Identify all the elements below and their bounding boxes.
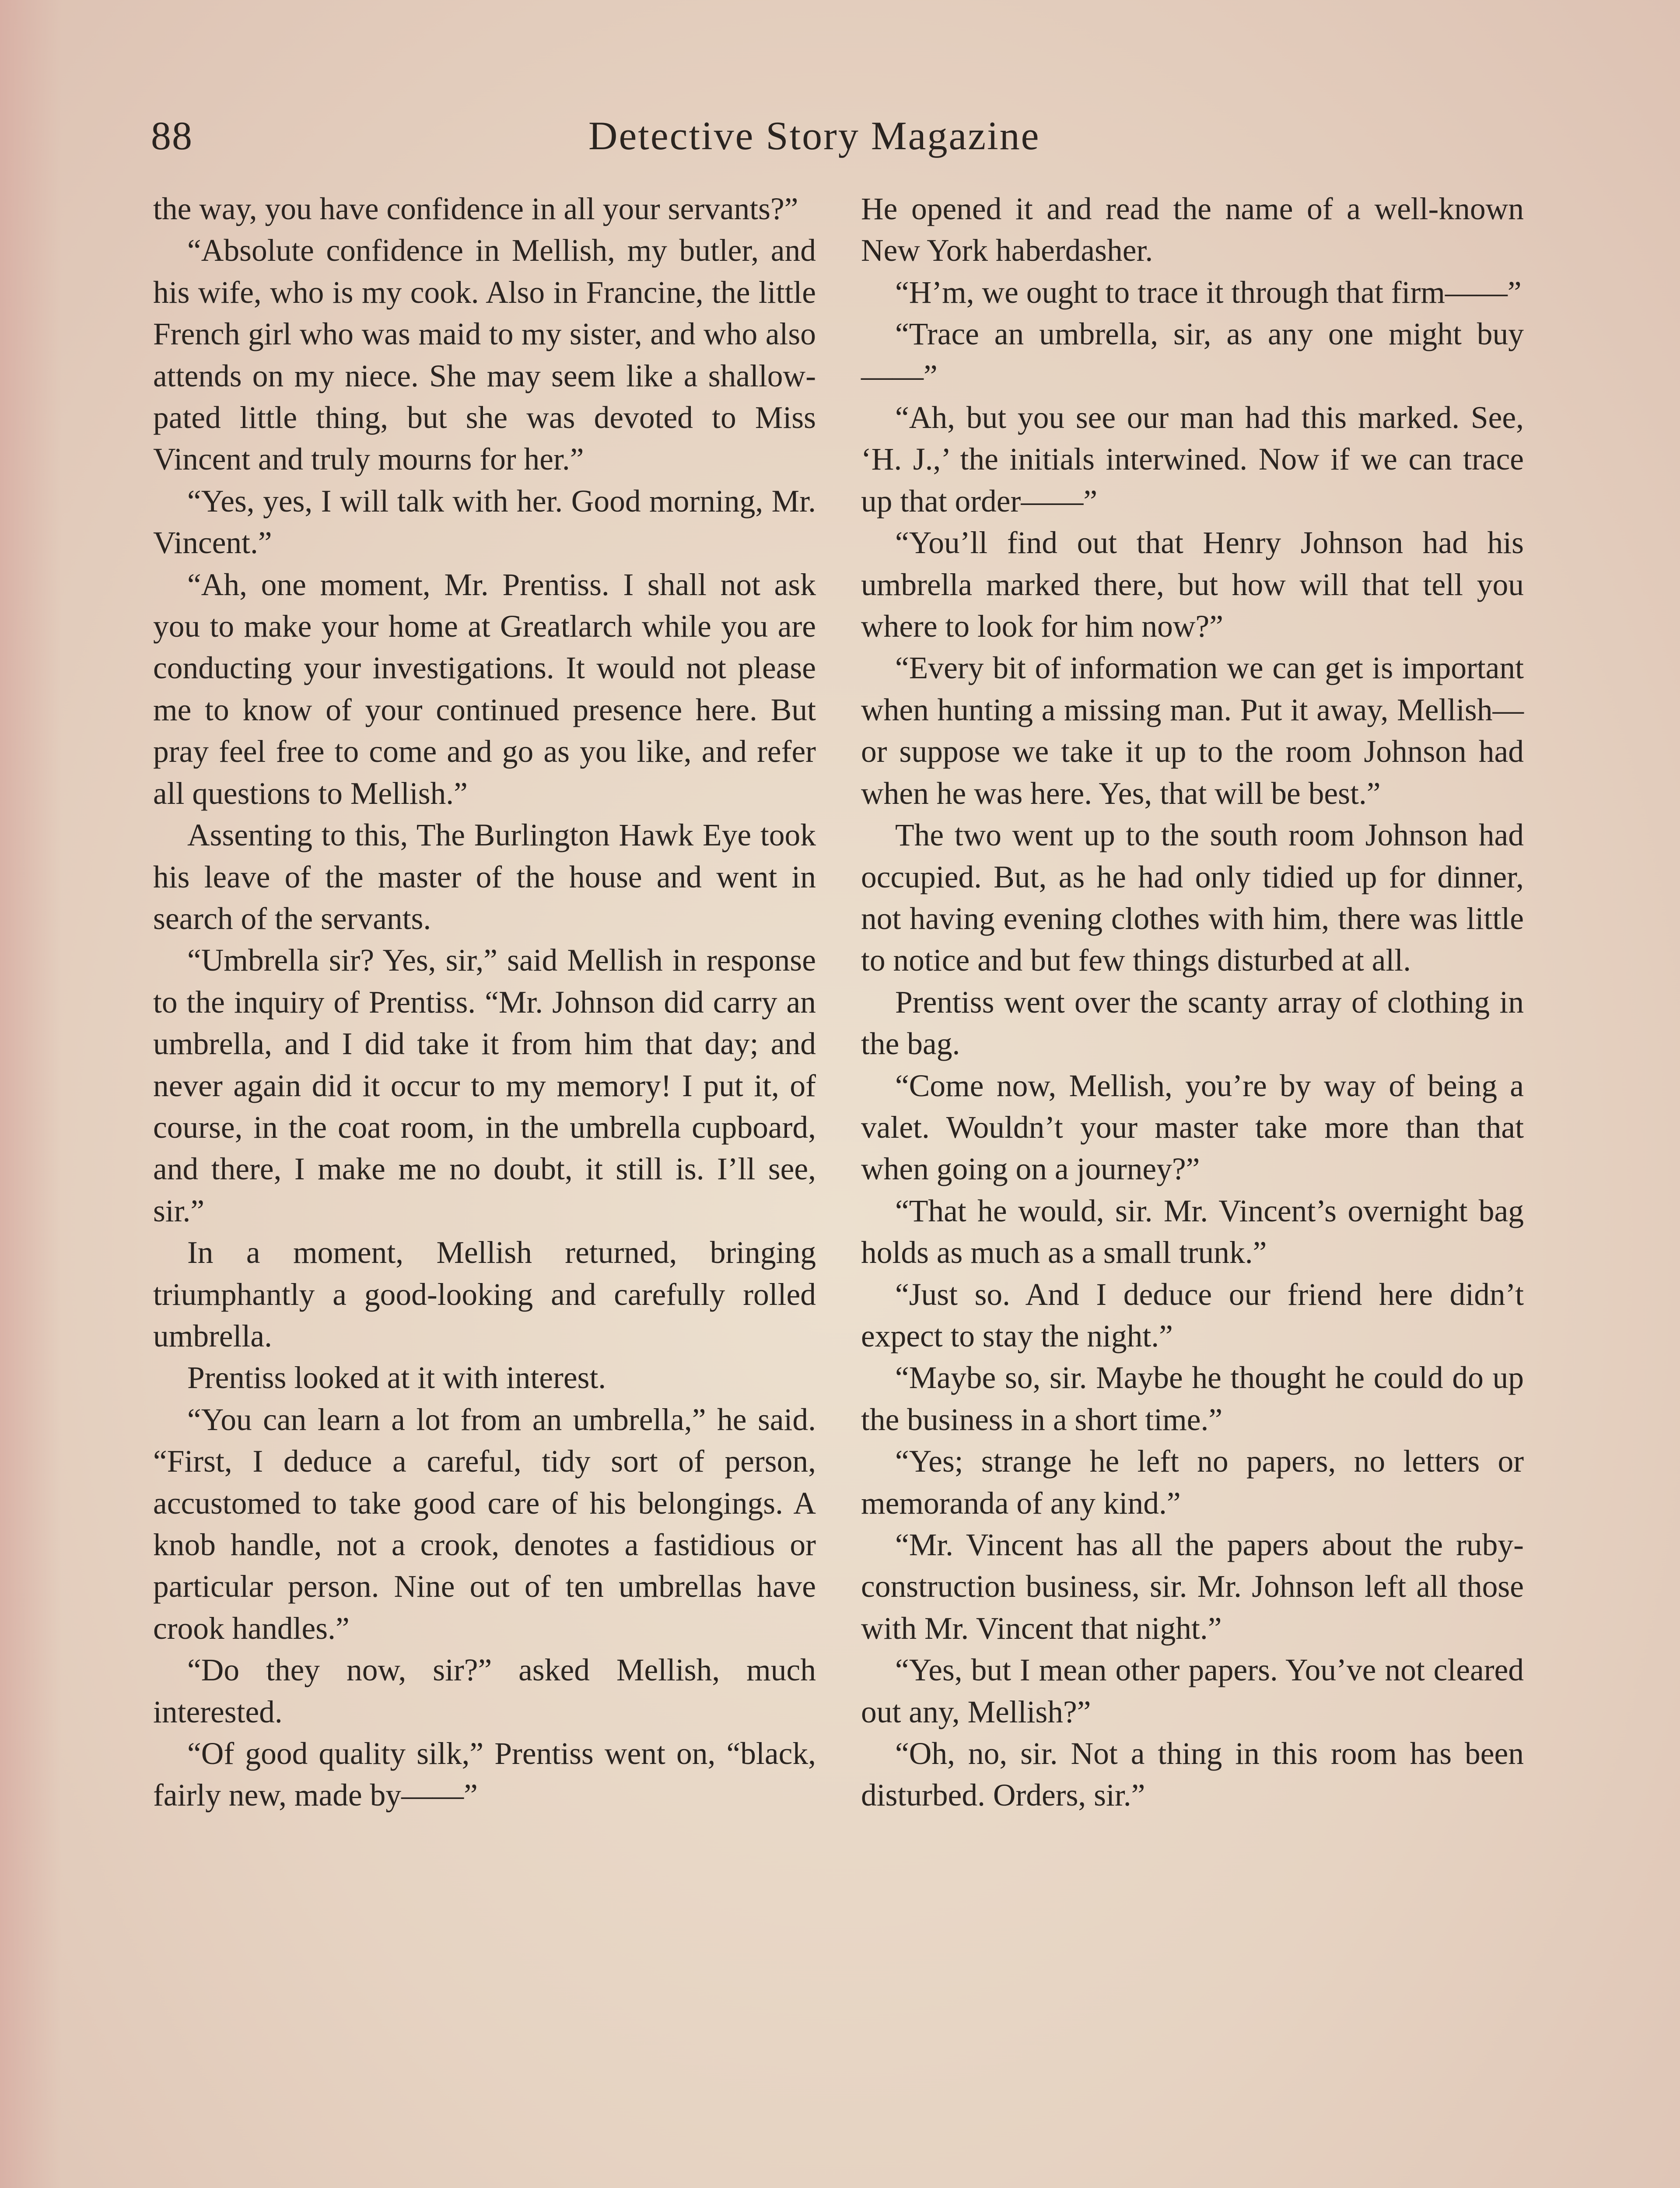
paragraph: “Every bit of information we can get is important when hunting a missing man. Put it away, Mellish—or suppose we take it up to the room Johnson had when he was here. Yes, that will be best.” — [861, 651, 1524, 811]
paragraph: “Oh, no, sir. Not a thing in this room has been disturbed. Orders, sir.” — [861, 1736, 1524, 1813]
paragraph: Prentiss went over the scanty array of clothing in the bag. — [861, 985, 1524, 1062]
paragraph: “H’m, we ought to trace it through that firm——” — [895, 275, 1522, 310]
paragraph: Assenting to this, The Burlington Hawk Eye took his leave of the master of the house and went in search of the servants. — [153, 818, 816, 936]
paragraph: the way, you have confidence in all your servants?” — [153, 192, 798, 226]
paragraph: “Ah, but you see our man had this marked. See, ‘H. J.,’ the initials interwined. Now if we can trace up that order——” — [861, 400, 1524, 519]
paragraph: “Do they now, sir?” asked Mellish, much interested. — [153, 1653, 816, 1729]
paragraph: “Yes, but I mean other papers. You’ve not cleared out any, Mellish?” — [861, 1653, 1524, 1729]
right-column — [861, 188, 1524, 1816]
left-column — [153, 188, 816, 1816]
paragraph: “Umbrella sir? Yes, sir,” said Mellish in response to the inquiry of Prentiss. “Mr. Johnson did carry an umbrella, and I did take it from him that day; and never again did it occur to my memory! I put it, of course, in the coat room, in the umbrella cupboard, and there, I make me no doubt, it still is. I’ll see, sir.” — [153, 943, 816, 1228]
page-number: 88 — [151, 113, 193, 158]
paragraph: “That he would, sir. Mr. Vincent’s overnight bag holds as much as a small trunk.” — [861, 1193, 1524, 1270]
paragraph: “You’ll find out that Henry Johnson had his umbrella marked there, but how will that tell you where to look for him now?” — [861, 526, 1524, 644]
paragraph: “Absolute confidence in Mellish, my butler, and his wife, who is my cook. Also in Francine, the little French girl who was maid to my sister, and who also attends on my niece. She may seem like a shallow-pated little thing, but she was devoted to Miss Vincent and truly mourns for her.” — [153, 233, 816, 477]
paragraph: “You can learn a lot from an umbrella,” he said. “First, I deduce a careful, tidy sort of person, accustomed to take good care of his belongings. A knob handle, not a crook, denotes a fastidious or particular person. Nine out of ten umbrellas have crook handles.” — [153, 1402, 816, 1646]
paragraph: “Maybe so, sir. Maybe he thought he could do up the business in a short time.” — [861, 1360, 1524, 1437]
paragraph: In a moment, Mellish returned, bringing triumphantly a good-looking and carefully rolled umbrella. — [153, 1235, 816, 1353]
paragraph: “Mr. Vincent has all the papers about the ruby-construction business, sir. Mr. Johnson left all those with Mr. Vincent that night.” — [861, 1528, 1524, 1646]
page-header — [151, 103, 1542, 168]
running-title: Detective Story Magazine — [588, 113, 1040, 158]
paragraph: “Yes; strange he left no papers, no letters or memoranda of any kind.” — [861, 1444, 1524, 1521]
paragraph: “Of good quality silk,” Prentiss went on, “black, fairly new, made by——” — [153, 1736, 816, 1813]
paragraph: “Trace an umbrella, sir, as any one might buy——” — [861, 317, 1524, 393]
paragraph: He opened it and read the name of a well-known New York haberdasher. — [861, 192, 1524, 268]
page-edge-shadow — [0, 0, 61, 2188]
paragraph: “Yes, yes, I will talk with her. Good morning, Mr. Vincent.” — [153, 484, 816, 561]
paragraph: “Just so. And I deduce our friend here didn’t expect to stay the night.” — [861, 1277, 1524, 1353]
paragraph: “Come now, Mellish, you’re by way of being a valet. Wouldn’t your master take more than that when going on a journey?” — [861, 1068, 1524, 1187]
paragraph: The two went up to the south room Johnson had occupied. But, as he had only tidied up for dinner, not having evening clothes with him, there was little to notice and but few things disturbed at all. — [861, 818, 1524, 978]
paragraph: Prentiss looked at it with interest. — [187, 1360, 606, 1396]
paragraph: “Ah, one moment, Mr. Prentiss. I shall not ask you to make your home at Greatlarch while you are conducting your investigations. It would not please me to know of your continued presence here. But pray feel free to come and go as you like, and refer all questions to Mellish.” — [153, 567, 816, 811]
